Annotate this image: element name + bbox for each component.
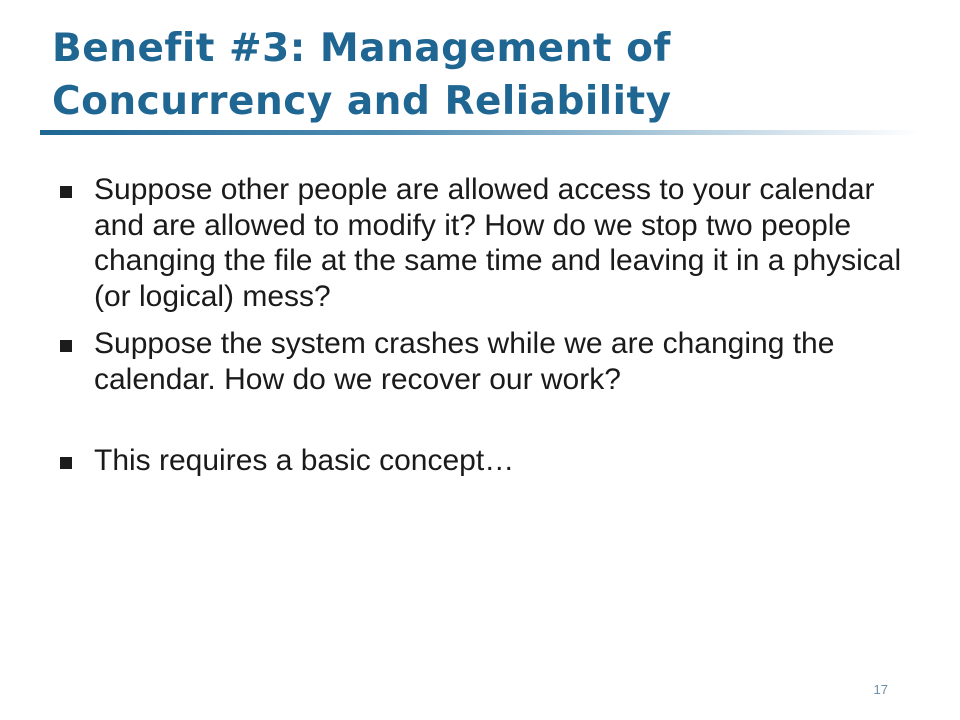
bullet-text: This requires a basic concept… — [94, 444, 515, 477]
slide-title: Benefit #3: Management of Concurrency and Reliability — [52, 26, 672, 124]
bullet-item — [58, 172, 908, 314]
square-bullet-icon — [60, 457, 72, 469]
bullet-text: Suppose other people are allowed access to your calendar and are allowed to modify it? How do we stop two people changing the file at the same time and leaving it in a physical (or logical) mess? — [94, 173, 902, 313]
title-divider — [40, 130, 920, 135]
bullet-item — [58, 326, 908, 397]
bullet-item — [58, 443, 908, 479]
bullet-text: Suppose the system crashes while we are changing the calendar. How do we recover our work? — [94, 327, 835, 396]
bullet-list — [58, 172, 908, 491]
page-number: 17 — [873, 682, 888, 697]
square-bullet-icon — [60, 186, 72, 198]
square-bullet-icon — [60, 340, 72, 352]
